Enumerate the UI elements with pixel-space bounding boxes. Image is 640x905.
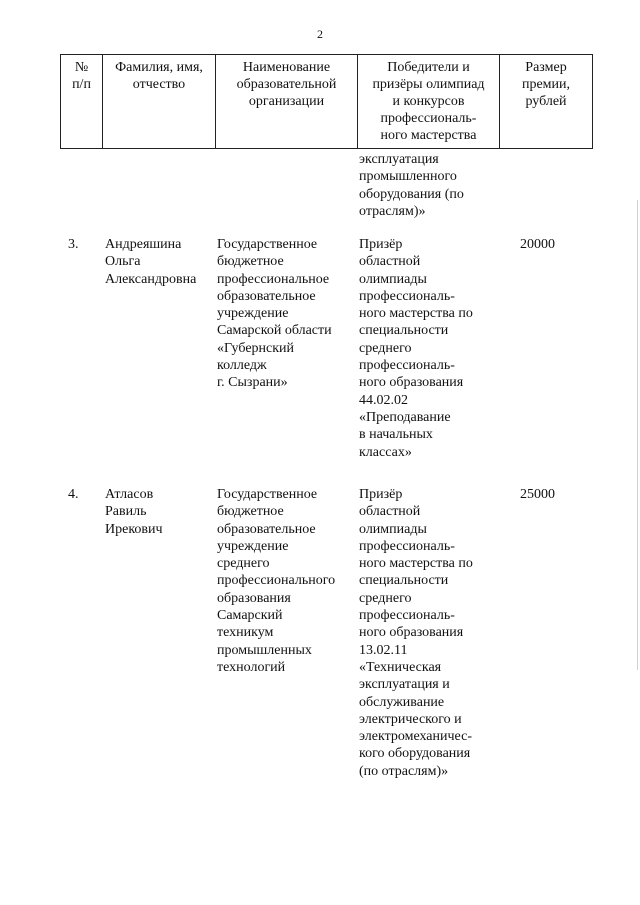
header-col-organization: Наименование образовательной организации bbox=[216, 55, 358, 149]
row-number: 3. bbox=[68, 237, 79, 252]
continuation-text: эксплуатация промышленного оборудования (по отраслям)» bbox=[359, 152, 464, 219]
row-person-name: Андреяшина Ольга Александровна bbox=[105, 237, 197, 287]
row-prize-amount: 20000 bbox=[520, 237, 555, 252]
row-organization: Государственное бюджетное образовательное учреждение среднего профессионального образования Самарский техникум промышленных технологий bbox=[217, 487, 336, 675]
scan-edge-line bbox=[637, 200, 638, 670]
page-number: 2 bbox=[317, 27, 323, 41]
header-col-prize: Размер премии, рублей bbox=[500, 55, 593, 149]
header-col-name: Фамилия, имя, отчество bbox=[103, 55, 216, 149]
header-col-winners: Победители и призёры олимпиад и конкурсов профессиональ- ного мастерства bbox=[358, 55, 500, 149]
row-achievement: Призёр областной олимпиады профессиональ- ного мастерства по специальности среднего профессиональ- ного образования 13.02.11 «Техническая эксплуатация и обслуживание электрического и электромеханичес- кого оборудования (по отраслям)» bbox=[359, 487, 473, 779]
row-number: 4. bbox=[68, 487, 79, 502]
row-person-name: Атласов Равиль Ирекович bbox=[105, 487, 163, 537]
table-header bbox=[60, 54, 593, 149]
row-achievement: Призёр областной олимпиады профессиональ- ного мастерства по специальности среднего профессиональ- ного образования 44.02.02 «Преподавание в начальных классах» bbox=[359, 237, 473, 460]
row-organization: Государственное бюджетное профессиональное образовательное учреждение Самарской области «Губернский колледж г. Сызрани» bbox=[217, 237, 332, 391]
row-prize-amount: 25000 bbox=[520, 487, 555, 502]
header-row bbox=[61, 55, 593, 149]
header-col-number: № п/п bbox=[61, 55, 103, 149]
